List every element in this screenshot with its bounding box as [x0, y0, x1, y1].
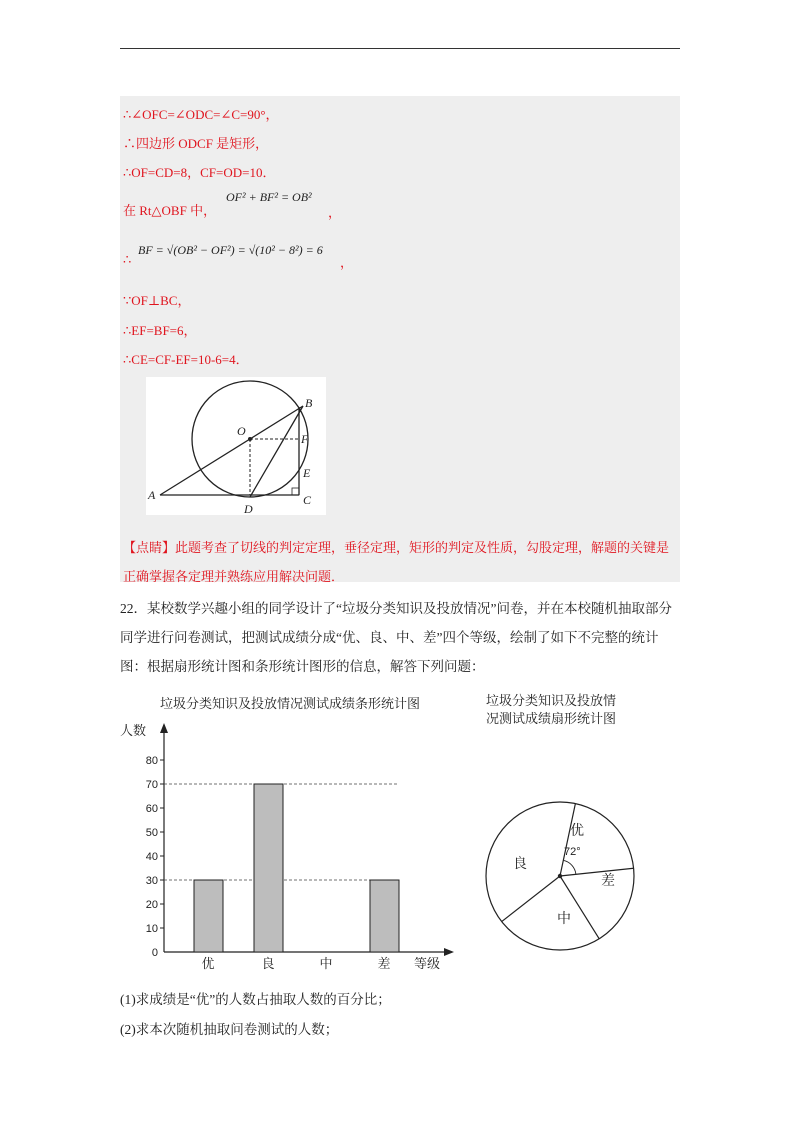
bar-3	[370, 880, 399, 952]
label-a: A	[148, 488, 156, 502]
y-tick-label: 80	[145, 755, 158, 767]
x-tick-label: 优	[201, 956, 215, 971]
pie-slice-label: 良	[513, 855, 527, 871]
label-d: D	[244, 502, 253, 516]
bar-1	[254, 784, 283, 952]
label-c: C	[303, 493, 312, 507]
angle-label: 72°	[564, 846, 581, 858]
solution-line-5: ∴	[123, 252, 132, 267]
x-axis-arrow	[444, 948, 454, 956]
sub-question-2: (2)求本次随机抽取问卷测试的人数；	[120, 1022, 339, 1037]
bar-chart-title: 垃圾分类知识及投放情况测试成绩条形统计图	[160, 696, 421, 711]
pie-chart	[474, 795, 644, 945]
label-f: F	[301, 432, 309, 446]
tip-text: 此题考查了切线的判定定理，垂径定理，矩形的判定及性质，勾股定理，解题的关键是正确掌握各定理并熟练应用解决问题．	[123, 541, 670, 585]
y-axis-label: 人数	[120, 723, 147, 738]
pie-chart-plot	[486, 802, 634, 950]
geometry-figure	[146, 377, 326, 515]
y-tick-label: 20	[145, 899, 158, 911]
sub-question-1: (1)求成绩是“优”的人数占抽取人数的百分比；	[120, 992, 391, 1007]
solution-line-1: ∴∠OFC=∠ODC=∠C=90°，	[123, 107, 279, 122]
x-axis-label: 等级	[414, 956, 441, 971]
bar-chart-plot	[120, 723, 454, 971]
label-b: B	[305, 396, 313, 410]
label-e: E	[303, 466, 311, 480]
tip-label: 【点睛】	[123, 541, 176, 556]
y-tick-label: 40	[145, 851, 158, 863]
label-o: O	[237, 424, 246, 438]
solution-line-4-text: 在 Rt△OBF 中，	[123, 203, 217, 218]
pie-center	[558, 874, 562, 878]
point-o	[248, 437, 252, 441]
pie-slice-label: 中	[557, 910, 571, 926]
bar-0	[194, 880, 223, 952]
x-tick-label: 良	[261, 956, 275, 971]
pie-title-line-1: 垃圾分类知识及投放情	[486, 693, 617, 708]
solution-line-8: ∴CE=CF-EF=10-6=4．	[123, 352, 249, 367]
y-axis-arrow	[160, 723, 168, 733]
solution-line-6: ∵OF⊥BC，	[123, 293, 191, 308]
formula-bf: BF = √(OB² − OF²) = √(10² − 8²) = 6	[138, 243, 323, 257]
question-text: 22．某校数学兴趣小组的同学设计了“垃圾分类知识及投放情况”问卷，并在本校随机抽取部分同学进行问卷测试，把测试成绩分成“优、良、中、差”四个等级，绘制了如下不完整的统计图：根据扇形统计图和条形统计图形的信息，解答下列问题：	[120, 601, 672, 674]
y-tick-label: 0	[151, 947, 158, 959]
solution-line-2: ∴四边形 ODCF 是矩形，	[123, 136, 269, 151]
y-tick-label: 50	[145, 827, 158, 839]
header-rule	[120, 48, 680, 49]
pie-slice-label: 优	[570, 822, 584, 838]
x-tick-label: 差	[377, 956, 391, 971]
solution-line-3: ∴OF=CD=8，CF=OD=10．	[123, 165, 276, 180]
y-tick-label: 70	[145, 779, 158, 791]
formula-2-tail: ，	[340, 255, 354, 270]
y-tick-label: 60	[145, 803, 158, 815]
y-tick-label: 10	[145, 923, 158, 935]
bar-chart	[120, 715, 460, 975]
x-tick-label: 中	[319, 956, 333, 971]
solution-line-4	[123, 200, 216, 219]
formula-pythagoras: OF² + BF² = OB²	[226, 190, 312, 204]
tip-paragraph	[123, 534, 679, 592]
pie-title-line-2: 况测试成绩扇形统计图	[486, 711, 617, 726]
pie-chart-title	[486, 692, 666, 728]
pie-slice-label: 差	[601, 872, 615, 888]
solution-line-7: ∴EF=BF=6，	[123, 323, 197, 338]
formula-1-tail: ，	[328, 205, 342, 220]
y-tick-label: 30	[145, 875, 158, 887]
